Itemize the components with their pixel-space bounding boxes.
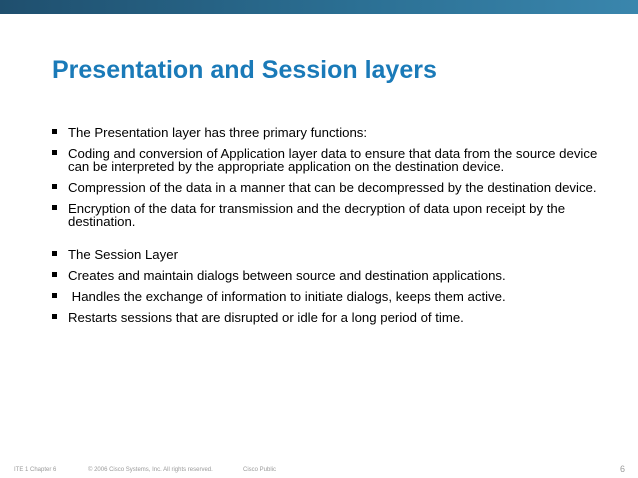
bullet-text: The Session Layer xyxy=(68,247,178,262)
bullet-text: Creates and maintain dialogs between source and destination applications. xyxy=(68,268,506,283)
square-bullet-icon xyxy=(52,314,57,319)
bullet-item xyxy=(52,126,612,139)
bullet-item xyxy=(52,147,612,173)
bullet-item xyxy=(52,290,612,303)
bullet-text: Restarts sessions that are disrupted or idle for a long period of time. xyxy=(68,310,464,325)
square-bullet-icon xyxy=(52,184,57,189)
header-bar xyxy=(0,0,638,14)
footer-classification: Cisco Public xyxy=(243,467,277,473)
bullet-text: Encryption of the data for transmission and the decryption of data upon receipt by the destination. xyxy=(68,201,566,229)
square-bullet-icon xyxy=(52,293,57,298)
bullet-list xyxy=(52,126,612,332)
square-bullet-icon xyxy=(52,272,57,277)
bullet-item xyxy=(52,248,612,261)
bullet-text: The Presentation layer has three primary functions: xyxy=(68,125,368,140)
slide-footer xyxy=(0,464,638,477)
page-number: 6 xyxy=(620,464,626,474)
bullet-item xyxy=(52,202,612,228)
bullet-item xyxy=(52,181,612,194)
footer-course: ITE 1 Chapter 6 xyxy=(14,467,57,473)
bullet-item xyxy=(52,269,612,282)
square-bullet-icon xyxy=(52,205,57,210)
square-bullet-icon xyxy=(52,150,57,155)
slide-title: Presentation and Session layers xyxy=(52,56,437,84)
square-bullet-icon xyxy=(52,251,57,256)
footer-copyright: © 2006 Cisco Systems, Inc. All rights reserved. xyxy=(88,467,213,473)
bullet-text: Compression of the data in a manner that can be decompressed by the destination device. xyxy=(68,180,597,195)
bullet-text: Coding and conversion of Application layer data to ensure that data from the source device can be interpreted by the appropriate application on the destination device. xyxy=(68,146,598,174)
bullet-item xyxy=(52,311,612,324)
bullet-text: Handles the exchange of information to initiate dialogs, keeps them active. xyxy=(68,289,506,304)
square-bullet-icon xyxy=(52,129,57,134)
